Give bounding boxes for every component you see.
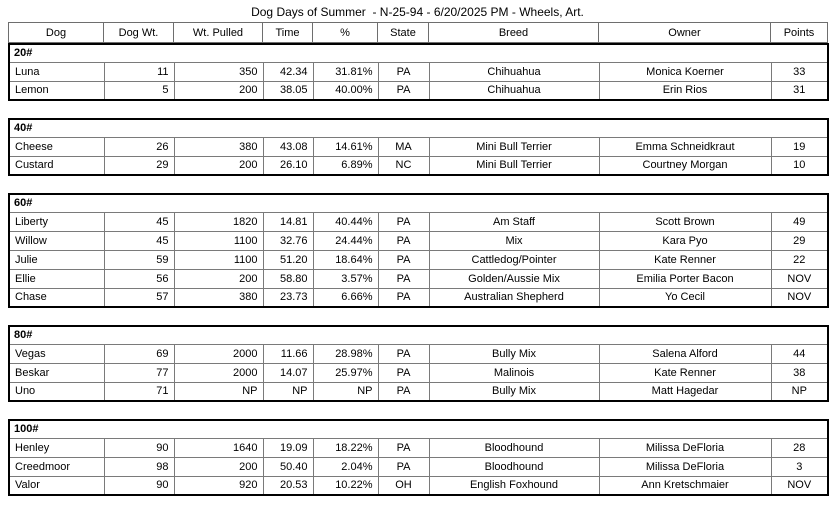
cell-pct: 25.97%: [313, 363, 378, 382]
table-row: [9, 156, 828, 175]
cell-points: 28: [771, 438, 828, 457]
cell-pct: 18.22%: [313, 438, 378, 457]
cell-points: NOV: [771, 288, 828, 307]
cell-dog-wt: 57: [104, 288, 174, 307]
cell-dog: Ellie: [9, 269, 104, 288]
cell-breed: Mix: [429, 231, 599, 250]
section-label-row: [9, 119, 828, 137]
cell-time: 19.09: [263, 438, 313, 457]
weight-class-label: 80#: [9, 326, 828, 344]
cell-breed: Australian Shepherd: [429, 288, 599, 307]
cell-owner: Emilia Porter Bacon: [599, 269, 771, 288]
cell-wt-pulled: 200: [174, 156, 263, 175]
cell-pct: NP: [313, 382, 378, 401]
cell-wt-pulled: 350: [174, 62, 263, 81]
cell-points: 38: [771, 363, 828, 382]
section-table: [8, 118, 829, 176]
table-row: [9, 250, 828, 269]
cell-state: PA: [378, 457, 429, 476]
cell-points: 29: [771, 231, 828, 250]
cell-breed: Golden/Aussie Mix: [429, 269, 599, 288]
cell-pct: 14.61%: [313, 137, 378, 156]
cell-state: PA: [378, 250, 429, 269]
cell-time: 14.81: [263, 212, 313, 231]
cell-dog-wt: 26: [104, 137, 174, 156]
cell-points: 44: [771, 344, 828, 363]
cell-owner: Ann Kretschmaier: [599, 476, 771, 495]
header-cell-dog: Dog: [9, 23, 104, 43]
page-title: Dog Days of Summer - N-25-94 - 6/20/2025 PM - Wheels, Art.: [251, 5, 584, 19]
cell-wt-pulled: 200: [174, 457, 263, 476]
header-cell-pct: %: [313, 23, 378, 43]
cell-owner: Erin Rios: [599, 81, 771, 100]
header-cell-time: Time: [263, 23, 313, 43]
cell-time: NP: [263, 382, 313, 401]
cell-state: PA: [378, 81, 429, 100]
weight-class-label: 40#: [9, 119, 828, 137]
cell-pct: 24.44%: [313, 231, 378, 250]
cell-state: PA: [378, 269, 429, 288]
cell-state: PA: [378, 212, 429, 231]
cell-points: 33: [771, 62, 828, 81]
cell-dog: Custard: [9, 156, 104, 175]
cell-pct: 6.89%: [313, 156, 378, 175]
cell-dog: Vegas: [9, 344, 104, 363]
table-row: [9, 438, 828, 457]
cell-state: PA: [378, 438, 429, 457]
cell-pct: 3.57%: [313, 269, 378, 288]
cell-pct: 40.00%: [313, 81, 378, 100]
cell-breed: Chihuahua: [429, 81, 599, 100]
cell-points: 19: [771, 137, 828, 156]
cell-breed: Bully Mix: [429, 344, 599, 363]
cell-dog: Lemon: [9, 81, 104, 100]
table-row: [9, 363, 828, 382]
table-row: [9, 344, 828, 363]
header-row: [9, 23, 828, 43]
table-row: [9, 382, 828, 401]
cell-owner: Milissa DeFloria: [599, 438, 771, 457]
table-row: [9, 81, 828, 100]
cell-breed: Chihuahua: [429, 62, 599, 81]
cell-owner: Courtney Morgan: [599, 156, 771, 175]
cell-wt-pulled: 1100: [174, 250, 263, 269]
section-table: [8, 193, 829, 308]
cell-breed: Mini Bull Terrier: [429, 156, 599, 175]
cell-dog-wt: 45: [104, 212, 174, 231]
cell-dog-wt: 71: [104, 382, 174, 401]
cell-dog-wt: 45: [104, 231, 174, 250]
cell-time: 38.05: [263, 81, 313, 100]
cell-dog-wt: 56: [104, 269, 174, 288]
cell-points: NOV: [771, 476, 828, 495]
cell-pct: 40.44%: [313, 212, 378, 231]
cell-breed: Mini Bull Terrier: [429, 137, 599, 156]
weight-class-label: 100#: [9, 420, 828, 438]
cell-wt-pulled: 1820: [174, 212, 263, 231]
cell-time: 32.76: [263, 231, 313, 250]
cell-state: NC: [378, 156, 429, 175]
cell-owner: Salena Alford: [599, 344, 771, 363]
cell-owner: Kate Renner: [599, 363, 771, 382]
cell-wt-pulled: 200: [174, 269, 263, 288]
cell-owner: Kara Pyo: [599, 231, 771, 250]
cell-pct: 18.64%: [313, 250, 378, 269]
cell-wt-pulled: NP: [174, 382, 263, 401]
cell-wt-pulled: 2000: [174, 363, 263, 382]
cell-dog: Uno: [9, 382, 104, 401]
cell-dog: Julie: [9, 250, 104, 269]
cell-points: 49: [771, 212, 828, 231]
section-label-row: [9, 326, 828, 344]
cell-time: 58.80: [263, 269, 313, 288]
cell-state: MA: [378, 137, 429, 156]
cell-state: PA: [378, 288, 429, 307]
table-row: [9, 288, 828, 307]
cell-wt-pulled: 2000: [174, 344, 263, 363]
cell-dog-wt: 90: [104, 476, 174, 495]
cell-breed: Am Staff: [429, 212, 599, 231]
cell-time: 50.40: [263, 457, 313, 476]
cell-time: 26.10: [263, 156, 313, 175]
weight-class-label: 20#: [9, 44, 828, 62]
cell-owner: Emma Schneidkraut: [599, 137, 771, 156]
cell-dog: Valor: [9, 476, 104, 495]
cell-pct: 31.81%: [313, 62, 378, 81]
cell-time: 42.34: [263, 62, 313, 81]
cell-dog-wt: 69: [104, 344, 174, 363]
cell-dog-wt: 5: [104, 81, 174, 100]
cell-points: NOV: [771, 269, 828, 288]
cell-owner: Milissa DeFloria: [599, 457, 771, 476]
table-row: [9, 212, 828, 231]
cell-dog-wt: 11: [104, 62, 174, 81]
cell-wt-pulled: 1640: [174, 438, 263, 457]
table-row: [9, 231, 828, 250]
cell-wt-pulled: 1100: [174, 231, 263, 250]
cell-owner: Monica Koerner: [599, 62, 771, 81]
section-table: [8, 43, 829, 101]
cell-dog-wt: 98: [104, 457, 174, 476]
cell-state: PA: [378, 344, 429, 363]
header-cell-owner: Owner: [599, 23, 771, 43]
cell-dog-wt: 77: [104, 363, 174, 382]
cell-points: 10: [771, 156, 828, 175]
table-row: [9, 476, 828, 495]
cell-wt-pulled: 920: [174, 476, 263, 495]
cell-dog: Henley: [9, 438, 104, 457]
cell-dog: Liberty: [9, 212, 104, 231]
cell-state: OH: [378, 476, 429, 495]
cell-points: 22: [771, 250, 828, 269]
cell-dog: Willow: [9, 231, 104, 250]
cell-wt-pulled: 380: [174, 288, 263, 307]
cell-points: NP: [771, 382, 828, 401]
cell-breed: Cattledog/Pointer: [429, 250, 599, 269]
cell-breed: Malinois: [429, 363, 599, 382]
cell-dog: Beskar: [9, 363, 104, 382]
cell-points: 31: [771, 81, 828, 100]
cell-breed: Bully Mix: [429, 382, 599, 401]
column-header-table: [8, 22, 828, 43]
weight-class-label: 60#: [9, 194, 828, 212]
table-row: [9, 62, 828, 81]
header-cell-state: State: [378, 23, 429, 43]
cell-dog: Chase: [9, 288, 104, 307]
header-cell-dog-wt: Dog Wt.: [104, 23, 174, 43]
cell-time: 14.07: [263, 363, 313, 382]
cell-state: PA: [378, 231, 429, 250]
cell-dog: Luna: [9, 62, 104, 81]
header-cell-points: Points: [771, 23, 828, 43]
table-row: [9, 137, 828, 156]
cell-state: PA: [378, 382, 429, 401]
cell-points: 3: [771, 457, 828, 476]
cell-dog: Cheese: [9, 137, 104, 156]
cell-time: 11.66: [263, 344, 313, 363]
cell-dog: Creedmoor: [9, 457, 104, 476]
cell-dog-wt: 29: [104, 156, 174, 175]
cell-time: 23.73: [263, 288, 313, 307]
cell-owner: Kate Renner: [599, 250, 771, 269]
cell-owner: Matt Hagedar: [599, 382, 771, 401]
cell-time: 51.20: [263, 250, 313, 269]
cell-breed: Bloodhound: [429, 457, 599, 476]
cell-wt-pulled: 200: [174, 81, 263, 100]
cell-pct: 2.04%: [313, 457, 378, 476]
cell-time: 20.53: [263, 476, 313, 495]
cell-dog-wt: 90: [104, 438, 174, 457]
cell-state: PA: [378, 62, 429, 81]
sections-container: [8, 43, 827, 496]
header-cell-wt-pulled: Wt. Pulled: [174, 23, 263, 43]
section-label-row: [9, 44, 828, 62]
header-cell-breed: Breed: [429, 23, 599, 43]
section-table: [8, 325, 829, 402]
table-row: [9, 457, 828, 476]
table-row: [9, 269, 828, 288]
cell-dog-wt: 59: [104, 250, 174, 269]
cell-pct: 28.98%: [313, 344, 378, 363]
section-table: [8, 419, 829, 496]
cell-breed: Bloodhound: [429, 438, 599, 457]
cell-pct: 6.66%: [313, 288, 378, 307]
cell-time: 43.08: [263, 137, 313, 156]
cell-owner: Yo Cecil: [599, 288, 771, 307]
cell-pct: 10.22%: [313, 476, 378, 495]
cell-wt-pulled: 380: [174, 137, 263, 156]
cell-breed: English Foxhound: [429, 476, 599, 495]
section-label-row: [9, 420, 828, 438]
cell-owner: Scott Brown: [599, 212, 771, 231]
section-label-row: [9, 194, 828, 212]
cell-state: PA: [378, 363, 429, 382]
